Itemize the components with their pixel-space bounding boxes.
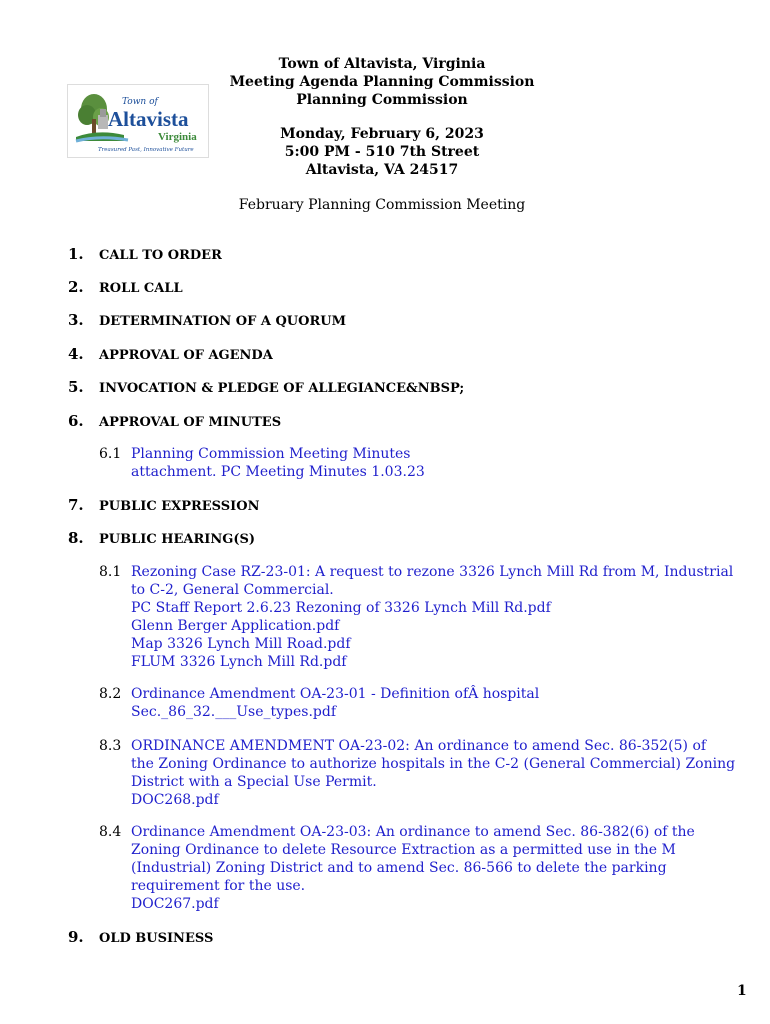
subitem-number: 8.3	[99, 738, 122, 754]
subitem-link-continued[interactable]: (Industrial) Zoning District and to amend Sec. 86-566 to delete the parking	[131, 860, 667, 876]
subitem-link[interactable]: Planning Commission Meeting Minutes	[131, 446, 411, 462]
item-title: PUBLIC EXPRESSION	[99, 499, 260, 514]
subitem-number: 8.1	[99, 564, 122, 580]
agenda-item-public-hearings	[68, 529, 255, 549]
subitem-number: 8.4	[99, 824, 122, 840]
item-number: 6.	[68, 412, 84, 430]
item-number: 2.	[68, 278, 84, 296]
subitem-link[interactable]: ORDINANCE AMENDMENT OA-23-02: An ordinance to amend Sec. 86-352(5) of	[131, 738, 707, 754]
item-title: INVOCATION & PLEDGE OF ALLEGIANCE&NBSP;	[99, 381, 465, 396]
item-title: ROLL CALL	[99, 281, 183, 296]
agenda-item-approval-of-agenda	[68, 345, 273, 365]
subitem-link-continued[interactable]: requirement for the use.	[131, 878, 306, 894]
subitem-8-1[interactable]	[99, 563, 734, 671]
attachment-link[interactable]: DOC267.pdf	[131, 896, 219, 912]
subitem-link[interactable]: Rezoning Case RZ-23-01: A request to rezone 3326 Lynch Mill Rd from M, Industrial	[131, 564, 734, 580]
subitem-6-1[interactable]	[99, 445, 709, 481]
attachment-link[interactable]: FLUM 3326 Lynch Mill Rd.pdf	[131, 654, 347, 670]
subitem-link[interactable]: Ordinance Amendment OA-23-01 - Definition ofÂ hospital	[131, 686, 540, 702]
logo-top-text: Town of	[122, 97, 158, 107]
agenda-item-public-expression	[68, 496, 259, 516]
meeting-subtitle: February Planning Commission Meeting	[238, 197, 526, 213]
header-agenda-title: Meeting Agenda Planning Commission	[229, 74, 535, 90]
item-number: 7.	[68, 496, 84, 514]
header-city: Altavista, VA 24517	[305, 162, 459, 178]
item-number: 5.	[68, 378, 84, 396]
subitem-8-2[interactable]	[99, 685, 709, 721]
header-time-place: 5:00 PM - 510 7th Street	[284, 144, 480, 160]
agenda-item-invocation	[68, 378, 464, 398]
subitem-8-3[interactable]	[99, 737, 736, 809]
page-number: 1	[737, 983, 747, 999]
agenda-item-old-business	[68, 928, 213, 948]
subitem-link-continued[interactable]: Zoning Ordinance to delete Resource Extraction as a permitted use in the M	[131, 842, 676, 858]
agenda-item-quorum	[68, 311, 346, 331]
subitem-number: 8.2	[99, 686, 122, 702]
subitem-link-continued[interactable]: District with a Special Use Permit.	[131, 774, 377, 790]
agenda-header	[200, 55, 564, 179]
agenda-item-call-to-order	[68, 245, 222, 265]
town-logo	[67, 84, 209, 158]
item-title: CALL TO ORDER	[99, 248, 222, 263]
attachment-link[interactable]: Sec._86_32.___Use_types.pdf	[131, 704, 337, 720]
header-date: Monday, February 6, 2023	[280, 126, 484, 142]
item-title: DETERMINATION OF A QUORUM	[99, 314, 346, 329]
header-town: Town of Altavista, Virginia	[278, 56, 486, 72]
subitem-8-4[interactable]	[99, 823, 709, 913]
subitem-link[interactable]: Ordinance Amendment OA-23-03: An ordinance to amend Sec. 86-382(6) of the	[131, 824, 695, 840]
header-body-name: Planning Commission	[296, 92, 468, 108]
attachment-link[interactable]: Map 3326 Lynch Mill Road.pdf	[131, 636, 351, 652]
agenda-item-approval-of-minutes	[68, 412, 281, 432]
logo-name: Altavista	[108, 107, 189, 131]
subitem-link-continued[interactable]: to C-2, General Commercial.	[131, 582, 334, 598]
item-number: 1.	[68, 245, 84, 263]
item-title: APPROVAL OF AGENDA	[99, 348, 273, 363]
logo-state: Virginia	[158, 131, 197, 143]
item-number: 9.	[68, 928, 84, 946]
agenda-item-roll-call	[68, 278, 183, 298]
attachment-link[interactable]: Glenn Berger Application.pdf	[131, 618, 340, 634]
item-title: OLD BUSINESS	[99, 931, 214, 946]
item-number: 3.	[68, 311, 84, 329]
attachment-link[interactable]: DOC268.pdf	[131, 792, 219, 808]
item-title: APPROVAL OF MINUTES	[99, 415, 282, 430]
subitem-number: 6.1	[99, 446, 122, 462]
attachment-link[interactable]: PC Staff Report 2.6.23 Rezoning of 3326 Lynch Mill Rd.pdf	[131, 600, 551, 616]
item-number: 8.	[68, 529, 84, 547]
logo-tagline: Treasured Past, Innovative Future	[98, 147, 194, 153]
attachment-link[interactable]: attachment. PC Meeting Minutes 1.03.23	[131, 464, 425, 480]
subitem-link-continued[interactable]: the Zoning Ordinance to authorize hospitals in the C-2 (General Commercial) Zoning	[131, 756, 736, 772]
item-title: PUBLIC HEARING(S)	[99, 532, 256, 547]
item-number: 4.	[68, 345, 84, 363]
